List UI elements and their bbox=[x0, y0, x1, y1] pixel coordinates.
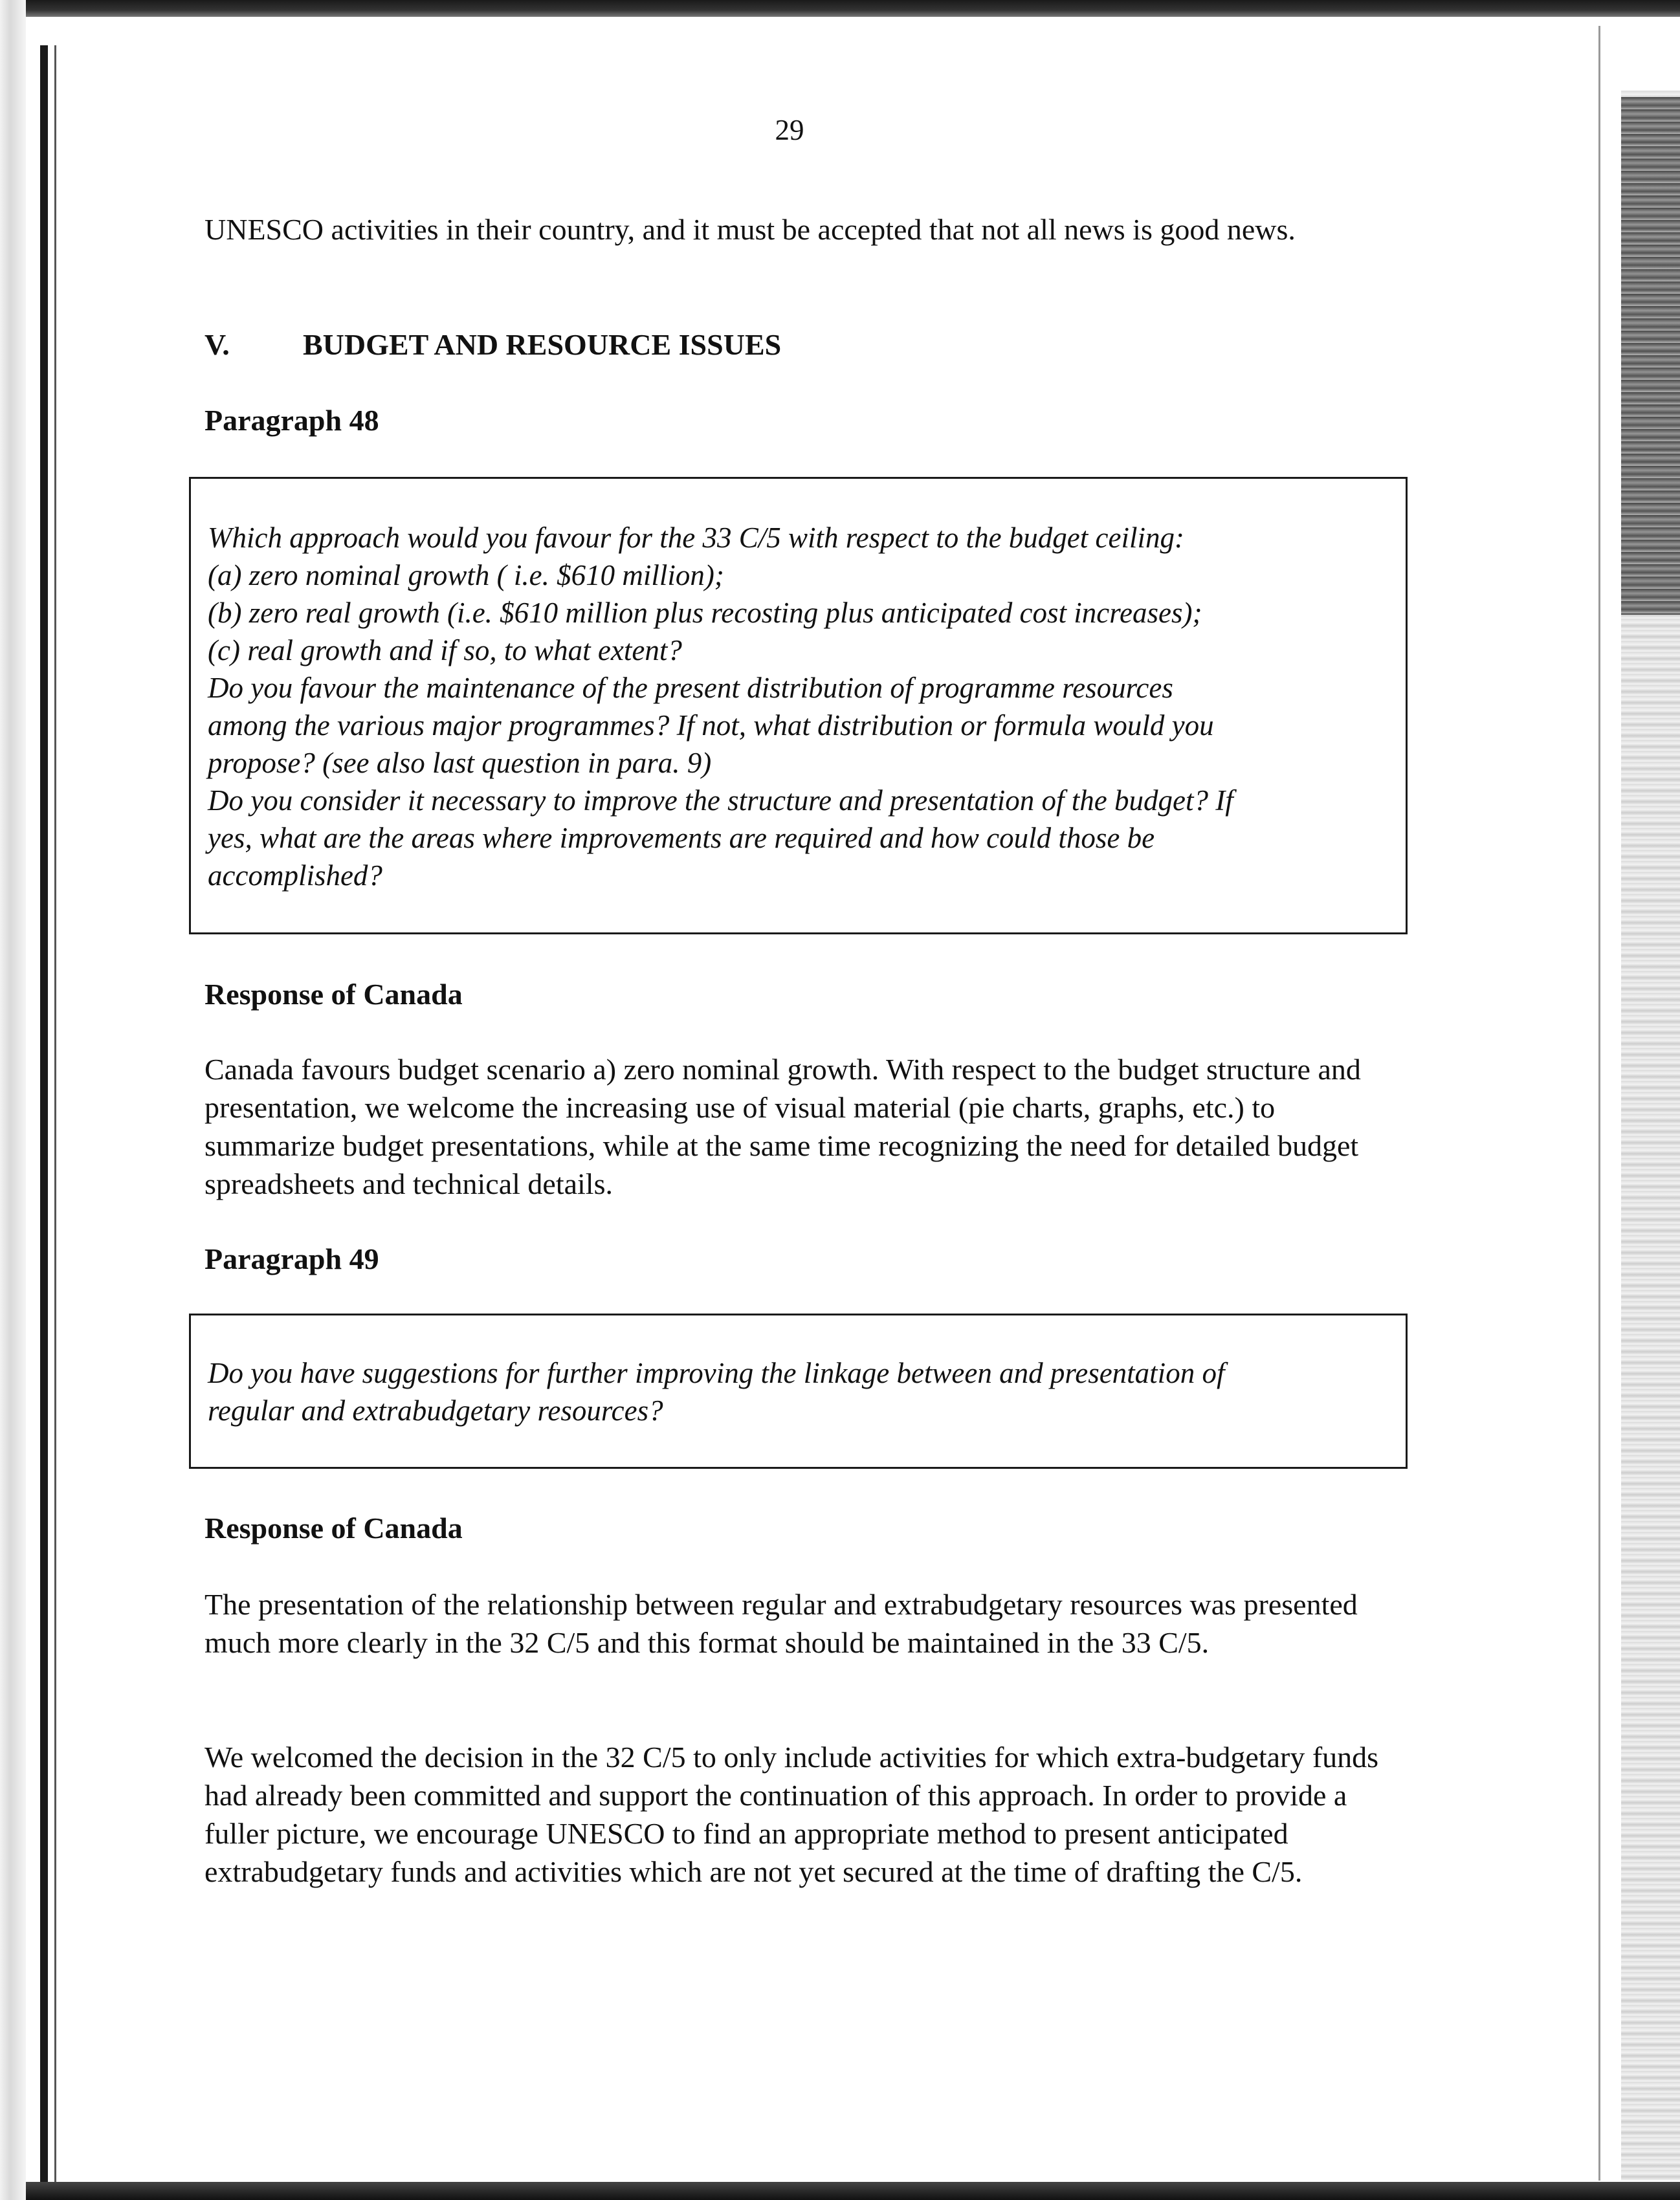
intro-paragraph: UNESCO activities in their country, and it must be accepted that not all news is good news. bbox=[204, 213, 1296, 246]
paragraph-48-title: Paragraph 48 bbox=[204, 404, 379, 437]
question-line: Which approach would you favour for the 33 C/5 with respect to the budget ceiling: bbox=[208, 522, 1184, 554]
section-title: BUDGET AND RESOURCE ISSUES bbox=[303, 328, 782, 361]
scan-right-border bbox=[1598, 26, 1600, 2181]
question-line: (a) zero nominal growth ( i.e. $610 million); bbox=[208, 559, 724, 591]
scan-left-border bbox=[40, 45, 48, 2200]
paragraph-49-question-box bbox=[189, 1314, 1408, 1469]
question-line: Do you consider it necessary to improve the structure and presentation of the budget? If bbox=[208, 784, 1233, 817]
scan-left-margin bbox=[0, 0, 26, 2200]
paragraph-49-title: Paragraph 49 bbox=[204, 1242, 379, 1275]
scan-right-dark-edge bbox=[1621, 97, 1680, 615]
scan-bottom-edge bbox=[26, 2182, 1680, 2200]
question-line: Do you have suggestions for further improving the linkage between and presentation of bbox=[208, 1357, 1225, 1389]
question-line: yes, what are the areas where improvements are required and how could those be bbox=[208, 822, 1155, 854]
question-line: (b) zero real growth (i.e. $610 million plus recosting plus anticipated cost increases); bbox=[208, 597, 1202, 629]
page-number: 29 bbox=[775, 114, 804, 146]
scan-left-border-thin bbox=[54, 45, 56, 2200]
question-line: among the various major programmes? If not, what distribution or formula would you bbox=[208, 709, 1214, 742]
paragraph-48-question bbox=[208, 519, 1389, 894]
section-number: V. bbox=[204, 328, 230, 361]
paragraph-48-question-box bbox=[189, 477, 1408, 934]
paragraph-49-response-2: We welcomed the decision in the 32 C/5 to only include activities for which extra-budgetary funds had already been committed and support the continuation of this approach. In order to provide a fuller picture, we encourage UNESCO to find an appropriate method to present anticipated extrabudgetary funds and activities which are not yet secured at the time of drafting the C/5. bbox=[204, 1741, 1379, 1888]
paragraph-49-response-title: Response of Canada bbox=[204, 1512, 463, 1545]
question-line: accomplished? bbox=[208, 859, 382, 892]
paragraph-49-response-1: The presentation of the relationship between regular and extrabudgetary resources was presented much more clearly in the 32 C/5 and this format should be maintained in the 33 C/5. bbox=[204, 1588, 1358, 1659]
paragraph-48-response-title: Response of Canada bbox=[204, 978, 463, 1011]
question-line: (c) real growth and if so, to what extent? bbox=[208, 634, 682, 666]
question-line: Do you favour the maintenance of the present distribution of programme resources bbox=[208, 672, 1173, 704]
paragraph-49-question bbox=[208, 1354, 1389, 1429]
question-line: propose? (see also last question in para. 9) bbox=[208, 747, 712, 779]
question-line: regular and extrabudgetary resources? bbox=[208, 1394, 663, 1427]
scan-top-edge bbox=[0, 0, 1680, 17]
paragraph-48-response: Canada favours budget scenario a) zero nominal growth. With respect to the budget structure and presentation, we welcome the increasing use of visual material (pie charts, graphs, etc.) to summarize budget presentations, while at the same time recognizing the need for detailed budget spreadsheets and technical details. bbox=[204, 1053, 1361, 1200]
